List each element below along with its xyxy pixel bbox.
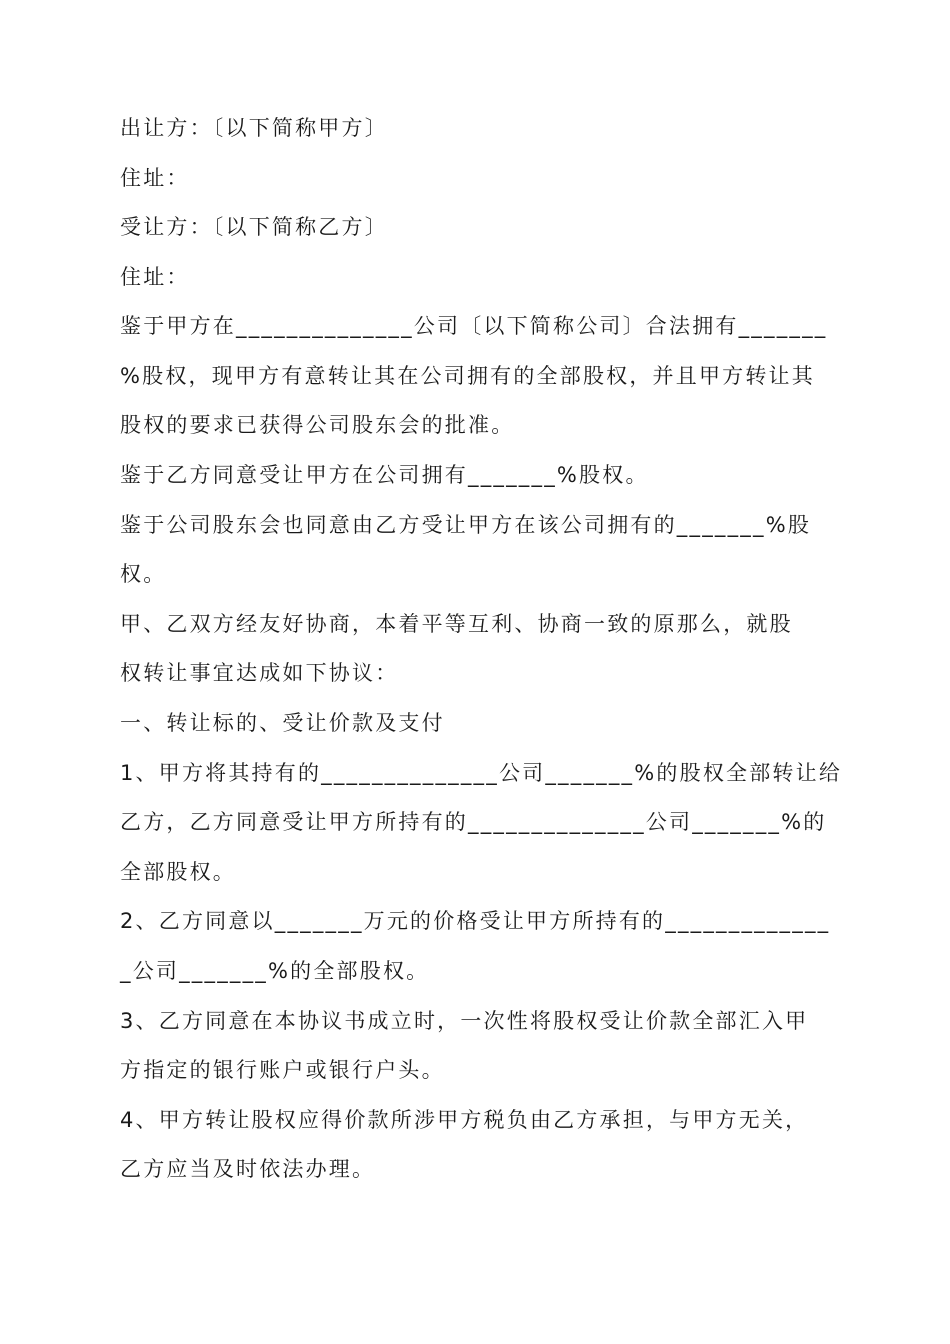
section-heading: 一、转让标的、受让价款及支付: [120, 711, 445, 735]
paragraph-line: 股权的要求已获得公司股东会的批准。: [120, 413, 515, 437]
transferee-line: 受让方：〔以下简称乙方〕: [120, 215, 388, 239]
clause-line: 4、甲方转让股权应得价款所涉甲方税负由乙方承担，与甲方无关，: [120, 1108, 809, 1132]
paragraph-line: 鉴于公司股东会也同意由乙方受让甲方在该公司拥有的_______%股: [120, 513, 812, 537]
clause-line: 乙方应当及时依法办理。: [120, 1157, 376, 1181]
clause-line: _公司_______%的全部股权。: [120, 959, 430, 983]
paragraph-line: 鉴于乙方同意受让甲方在公司拥有_______%股权。: [120, 463, 649, 487]
paragraph-line: 鉴于甲方在______________公司〔以下简称公司〕合法拥有_______: [120, 314, 828, 338]
transferee-address-line: 住址：: [120, 265, 190, 289]
clause-line: 2、乙方同意以_______万元的价格受让甲方所持有的_____________: [120, 909, 831, 933]
clause-line: 乙方，乙方同意受让甲方所持有的______________公司_______%的: [120, 810, 827, 834]
paragraph-line: 甲、乙双方经友好协商，本着平等互利、协商一致的原那么，就股: [120, 612, 793, 636]
clause-line: 全部股权。: [120, 860, 236, 884]
paragraph-line: 权转让事宜达成如下协议：: [120, 661, 399, 685]
paragraph-line: 权。: [120, 562, 167, 586]
clause-line: 3、乙方同意在本协议书成立时，一次性将股权受让价款全部汇入甲: [120, 1009, 809, 1033]
transferor-line: 出让方：〔以下简称甲方〕: [120, 116, 388, 140]
clause-line: 1、甲方将其持有的______________公司_______%的股权全部转让给: [120, 761, 843, 785]
transferor-address-line: 住址：: [120, 166, 190, 190]
clause-line: 方指定的银行账户或银行户头。: [120, 1058, 445, 1082]
paragraph-line: %股权，现甲方有意转让其在公司拥有的全部股权，并且甲方转让其: [120, 364, 815, 388]
